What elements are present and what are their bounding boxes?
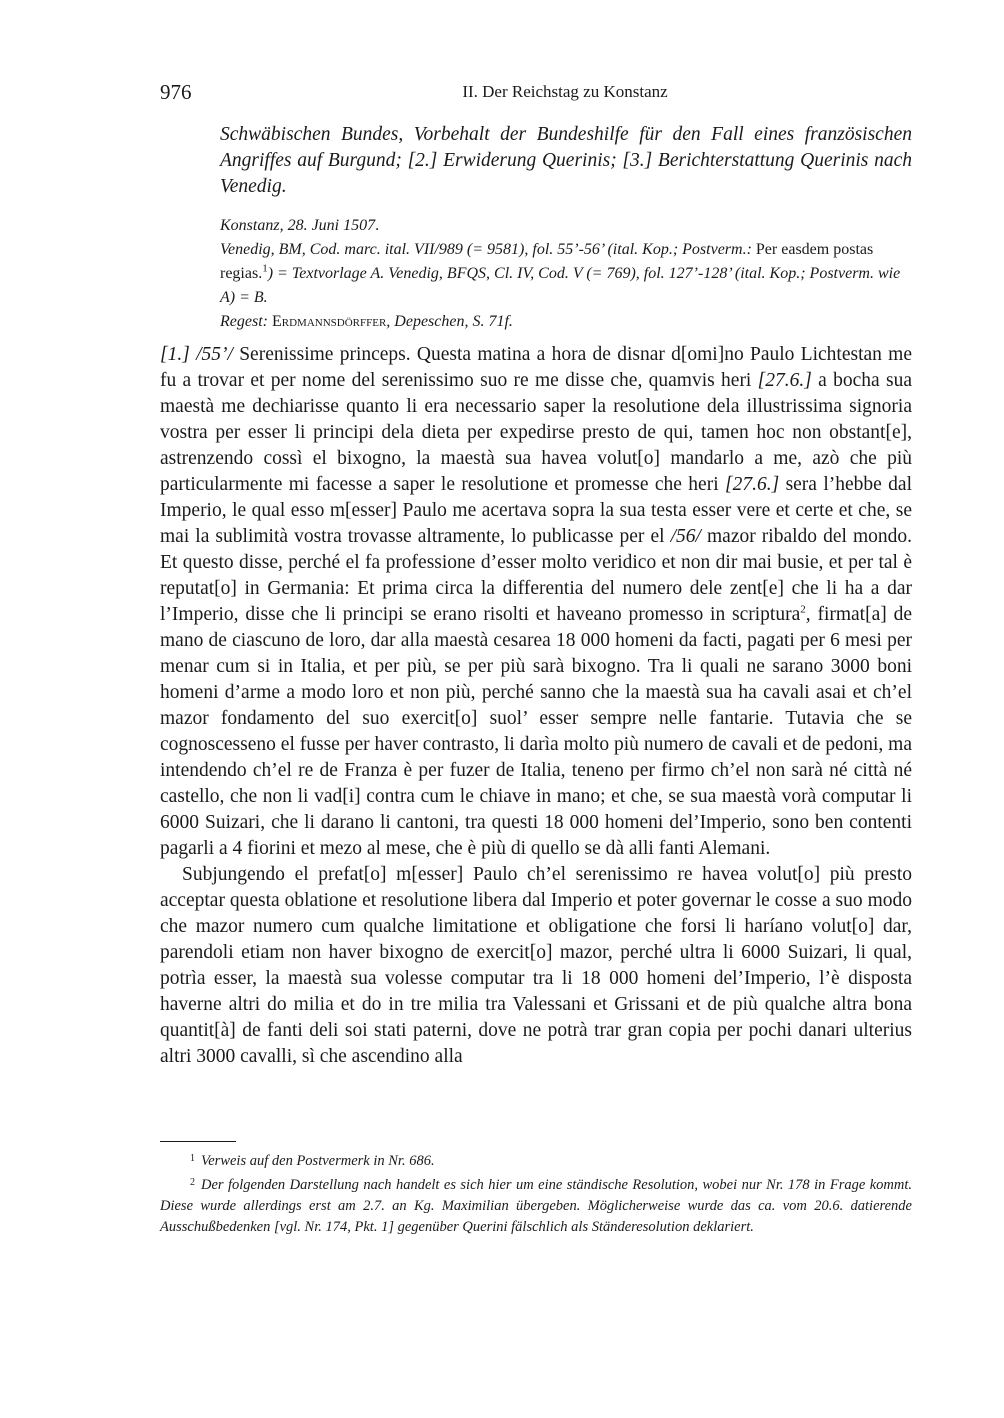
- footnote-1: [160, 1148, 912, 1172]
- text-run: Serenissime princeps. Questa matina a hora de disnar d[omi]no Paulo Lichtestan me fu a trovar et per nome del serenissimo suo re me disse che, quamvis heri: [160, 344, 913, 391]
- footnote-ref-2[interactable]: 2: [800, 603, 806, 616]
- footnote-number: 1: [190, 1153, 195, 1164]
- section-marker: [1.] /55’/: [160, 344, 233, 365]
- text-run: sera l’hebbe dal Imperio, le qual esso m[esser] Paulo me acertava sopra la sua testa esser vere et certe et che, se mai la sublimità vostra trovasse altramente, lo publicasse per el: [160, 474, 913, 547]
- date-annotation: [27.6.]: [725, 474, 780, 495]
- footnote-number: 2: [190, 1177, 195, 1188]
- footnote-ref-1[interactable]: 1: [262, 262, 268, 275]
- source-a: Venedig, BM, Cod. marc. ital. VII/989 (= 9581), fol. 55’-56’ (ital. Kop.; Postverm.:: [220, 241, 752, 258]
- source-b: ) = Textvorlage A. Venedig, BFQS, Cl. IV, Cod. V (= 769), fol. 127’-128’ (ital. Kop.; Postverm. wie A) = B.: [220, 265, 901, 306]
- document-title: Schwäbischen Bundes, Vorbehalt der Bundeshilfe für den Fall eines französischen Angriffes auf Burgund; [2.] Erwiderung Querinis; [3.] Berichterstattung Querinis nach Venedig.: [220, 124, 912, 197]
- paragraph-2: Subjungendo el prefat[o] m[esser] Paulo ch’el serenissimo re havea volut[o] più presto acceptar questa oblatione et resolutione libera dal Imperio et poter governar le cosse a suo modo che mazor numero cum qualche limitatione et obligatione che forsi li haríano volut[o] dar, parendoli etiam non haver bixogno de exercit[o] mazor, perché ultra li 6000 Suizari, li qual, potrìa esser, la maestà sua volesse computar tra li 18 000 homeni del’Imperio, l’è disposta haverne altri do milia et do in tre milia tra Valessani et Grissani et de più qualche altra bona quantit[à] de fanti deli soi stati paterni, dove ne potrà trar gran copia per pochi danari ulterius altri 3000 cavalli, sì che ascendino alla: [160, 864, 912, 1067]
- page-header: [160, 80, 910, 110]
- regest-ref: , Depeschen, S. 71f.: [386, 313, 513, 330]
- footnotes: [160, 1148, 912, 1238]
- regest-label: Regest:: [220, 313, 268, 330]
- source-line: [220, 238, 912, 310]
- footnote-text: Der folgenden Darstellung nach handelt es sich hier um eine ständische Resolution, wobei nur Nr. 178 in Frage kommt. Diese wurde allerdings erst am 2.7. an Kg. Maximilian übergeben. Möglicherweise wurde das ca. vom 20.6. datierende Ausschußbedenken [vgl. Nr. 174, Pkt. 1] gegenüber Querini fälschlich als Ständeresolution deklariert.: [160, 1177, 912, 1235]
- regest-line: [220, 310, 912, 334]
- text-run: a bocha sua maestà me dechiarisse quanto li era necessario saper la resolutione dela illustrissima signoria vostra per esser li principi dela dieta per expedirse presto de qui, tamen hoc non obstant[e], astrenzendo cossì el bixogno, la maestà sua havea volut[o] mandarlo a me, azò che più particularmente mi facesse a saper le resolutione et promesse che heri: [160, 370, 912, 495]
- running-title: II. Der Reichstag zu Konstanz: [462, 82, 668, 101]
- footnote-divider: [160, 1141, 236, 1142]
- page-number: 976: [160, 80, 192, 104]
- footnote-2: [160, 1172, 912, 1238]
- source-a-note: Per easdem postas regias.: [220, 241, 874, 282]
- text-run: mazor ribaldo del mondo. Et questo disse, perché el fa professione d’esser molto veridico et non dir mai busie, et per tal è reputat[o] in Germania: Et prima circa la differentia del numero dele zent[e] che li ha a dar l’Imperio, disse che li principi se erano risolti et haveano promesso in scriptura: [160, 526, 912, 625]
- place-date-punct: .: [375, 217, 380, 234]
- place-date: Konstanz, 28. Juni 1507: [220, 217, 376, 234]
- text-run: , firmat[a] de mano de ciascuno de loro, dar alla maestà cesarea 18 000 homeni da facti, pagati per 6 mesi per menar cum si in Italia, et per più, se per più sarà bixogno. Tra li quali ne sarano 3000 boni homeni d’arme a modo loro et non più, perché sanno che la maestà sua ha cavali asai et ch’el mazor fondamento del suo exercit[o] suol’ esser sempre nelle fantarie. Tutavia che se cognoscesseno el fusse per haver contrasto, li darìa molto più numero de cavali et de pedoni, ma intendendo ch’el re de Franza è per fuzer de Italia, teneno per firmo ch’el non sarà né città né castello, che non li vad[i] contra cum le chiave in mano; et che, se sua maestà vorà computar li 6000 Suizari, che li darano li cantoni, tra questi 18 000 homeni del’Imperio, sono ben contenti pagarli a 4 fiorini et mezo al mese, che è più di quello se dà alli fanti Alemani.: [160, 604, 912, 859]
- folio-marker: /56/: [670, 526, 701, 547]
- regest-author: Erdmannsdörffer: [271, 313, 387, 330]
- place-date-line: [220, 214, 912, 238]
- source-metadata: [220, 214, 912, 334]
- date-annotation: [27.6.]: [757, 370, 812, 391]
- main-text: [160, 342, 912, 1070]
- paragraph-1: [160, 342, 912, 862]
- footnote-text: Verweis auf den Postvermerk in Nr. 686.: [201, 1153, 435, 1169]
